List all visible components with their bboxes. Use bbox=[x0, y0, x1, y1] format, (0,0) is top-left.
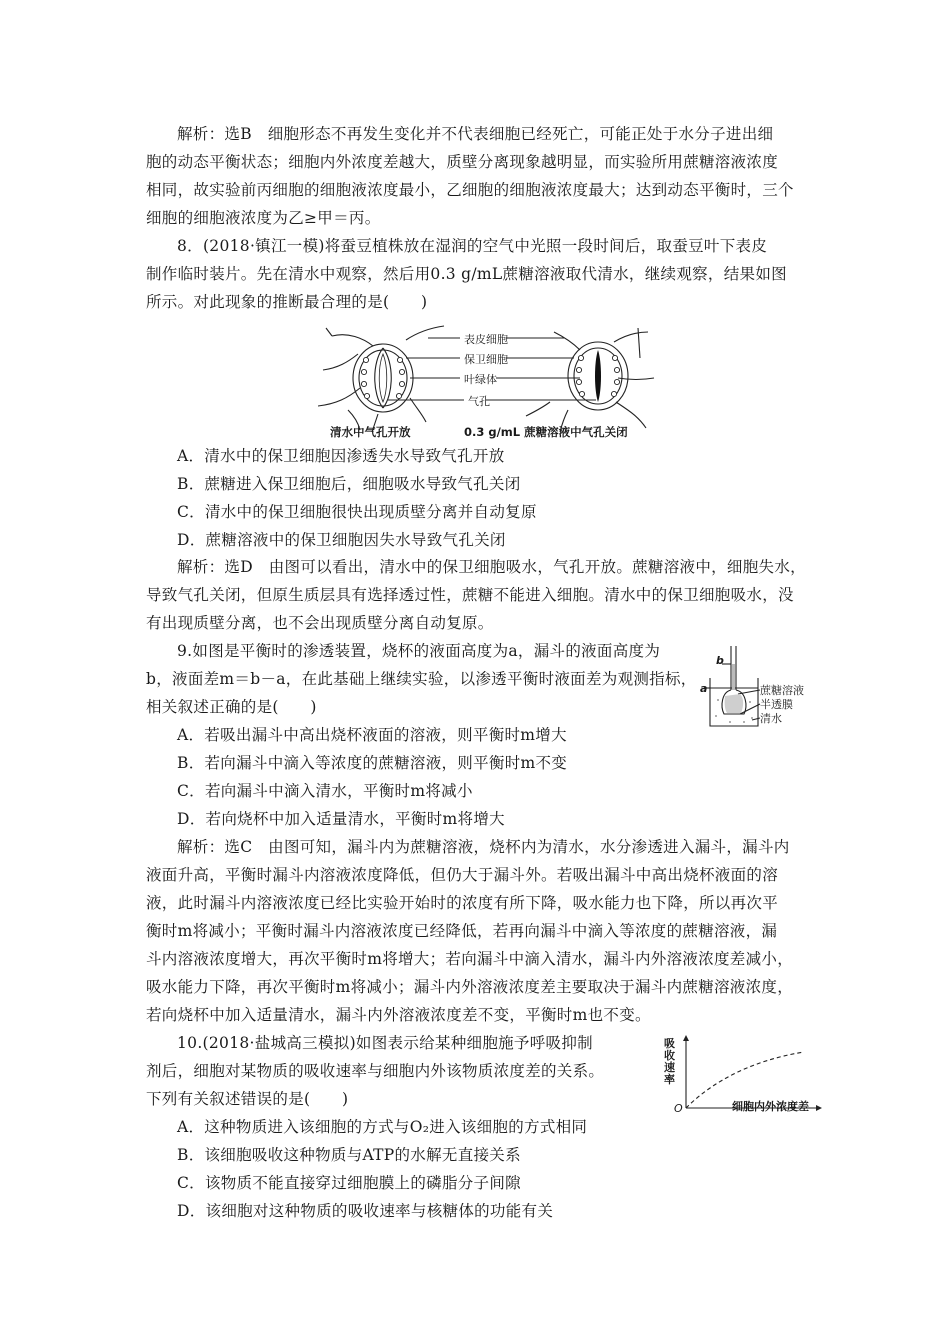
answer-7-line: 细胞的细胞液浓度为乙≥甲＝丙。 bbox=[146, 209, 381, 227]
osmosis-label-a: a bbox=[700, 682, 708, 695]
answer-7-line: 胞的动态平衡状态；细胞内外浓度差越大，质壁分离现象越明显，而实验所用蔗糖溶液浓度 bbox=[146, 153, 779, 171]
answer-9-line: 斗内溶液浓度增大，再次平衡时m将增大；若向漏斗中滴入清水，漏斗内外溶液浓度差减小， bbox=[146, 950, 794, 968]
answer-8-line: 导致气孔关闭，但原生质层具有选择透过性，蔗糖不能进入细胞。清水中的保卫细胞吸水，没 bbox=[146, 586, 794, 604]
option-10d: D．该细胞对这种物质的吸收速率与核糖体的功能有关 bbox=[177, 1202, 554, 1220]
question-10-stem: 剂后，细胞对某物质的吸收速率与细胞内外该物质浓度差的关系。 bbox=[146, 1062, 605, 1080]
stomata-figure bbox=[318, 318, 658, 444]
answer-9-line: 吸水能力下降，再次平衡时m将减小；漏斗内外溶液浓度差主要取决于漏斗内蔗糖溶液浓度， bbox=[146, 978, 794, 996]
graph-xlabel: 细胞内外浓度差 bbox=[732, 1100, 809, 1113]
graph-ylabel: 吸收速率 bbox=[664, 1037, 675, 1086]
stomata-label-guard-cell: 保卫细胞 bbox=[464, 353, 508, 366]
option-10b: B．该细胞吸收这种物质与ATP的水解无直接关系 bbox=[177, 1146, 521, 1164]
answer-9-line: 解析：选C 由图可知，漏斗内为蔗糖溶液，烧杯内为清水，水分渗透进入漏斗，漏斗内 bbox=[177, 838, 790, 856]
uptake-rate-graph bbox=[664, 1032, 826, 1116]
option-9a: A．若吸出漏斗中高出烧杯液面的溶液，则平衡时m增大 bbox=[177, 726, 567, 744]
answer-8-line: 有出现质壁分离，也不会出现质壁分离自动复原。 bbox=[146, 614, 494, 632]
answer-9-line: 衡时m将减小；平衡时漏斗内溶液浓度已经降低，若再向漏斗中滴入等浓度的蔗糖溶液，漏 bbox=[146, 922, 778, 940]
question-8-stem: 8．(2018·镇江一模)将蚕豆植株放在湿润的空气中光照一段时间后，取蚕豆叶下表皮 bbox=[177, 237, 768, 255]
option-9c: C．若向漏斗中滴入清水，平衡时m将减小 bbox=[177, 782, 473, 800]
option-10a: A．这种物质进入该细胞的方式与O₂进入该细胞的方式相同 bbox=[177, 1118, 588, 1136]
stomata-label-pore: 气孔 bbox=[468, 395, 490, 408]
osmosis-label-water: 清水 bbox=[760, 712, 782, 725]
answer-8-line: 解析：选D 由图可以看出，清水中的保卫细胞吸水，气孔开放。蔗糖溶液中，细胞失水， bbox=[177, 558, 806, 576]
option-8b: B．蔗糖进入保卫细胞后，细胞吸水导致气孔关闭 bbox=[177, 475, 521, 493]
answer-9-line: 液，此时漏斗内溶液浓度已经比实验开始时的浓度有所下降，吸水能力也下降，所以再次平 bbox=[146, 894, 779, 912]
question-9-stem: b，液面差m＝b－a，在此基础上继续实验，以渗透平衡时液面差为观测指标， bbox=[146, 670, 697, 688]
osmosis-label-sucrose: 蔗糖溶液 bbox=[760, 684, 804, 697]
answer-7-line: 相同，故实验前丙细胞的细胞液浓度最小，乙细胞的细胞液浓度最大；达到动态平衡时，三个 bbox=[146, 181, 794, 199]
osmosis-label-b: b bbox=[716, 654, 724, 667]
option-9b: B．若向漏斗中滴入等浓度的蔗糖溶液，则平衡时m不变 bbox=[177, 754, 568, 772]
option-9d: D．若向烧杯中加入适量清水，平衡时m将增大 bbox=[177, 810, 505, 828]
osmosis-figure bbox=[700, 640, 820, 730]
answer-9-line: 液面升高，平衡时漏斗内溶液浓度降低，但仍大于漏斗外。若吸出漏斗中高出烧杯液面的溶 bbox=[146, 866, 779, 884]
stomata-caption-sucrose: 0.3 g/mL 蔗糖溶液中气孔关闭 bbox=[464, 425, 628, 439]
answer-7-line: 解析：选B 细胞形态不再发生变化并不代表细胞已经死亡，可能正处于水分子进出细 bbox=[177, 125, 774, 143]
graph-origin: O bbox=[674, 1102, 683, 1115]
stomata-label-chloroplast: 叶绿体 bbox=[464, 373, 497, 386]
option-8d: D．蔗糖溶液中的保卫细胞因失水导致气孔关闭 bbox=[177, 531, 506, 549]
answer-9-line: 若向烧杯中加入适量清水，漏斗内外溶液浓度差不变，平衡时m也不变。 bbox=[146, 1006, 651, 1024]
option-8c: C．清水中的保卫细胞很快出现质壁分离并自动复原 bbox=[177, 503, 537, 521]
stomata-label-epidermis: 表皮细胞 bbox=[464, 333, 508, 346]
question-10-stem: 10.(2018·盐城高三模拟)如图表示给某种细胞施予呼吸抑制 bbox=[177, 1034, 593, 1052]
question-10-stem: 下列有关叙述错误的是( ) bbox=[146, 1090, 349, 1108]
question-8-stem: 制作临时装片。先在清水中观察，然后用0.3 g/mL蔗糖溶液取代清水，继续观察，结果如图 bbox=[146, 265, 787, 283]
osmosis-label-membrane: 半透膜 bbox=[760, 698, 793, 711]
stomata-caption-water: 清水中气孔开放 bbox=[330, 425, 411, 439]
question-9-stem: 相关叙述正确的是( ) bbox=[146, 698, 317, 716]
option-10c: C．该物质不能直接穿过细胞膜上的磷脂分子间隙 bbox=[177, 1174, 521, 1192]
option-8a: A．清水中的保卫细胞因渗透失水导致气孔开放 bbox=[177, 447, 505, 465]
question-9-stem: 9.如图是平衡时的渗透装置，烧杯的液面高度为a，漏斗的液面高度为 bbox=[177, 642, 661, 660]
question-8-stem: 所示。对此现象的推断最合理的是( ) bbox=[146, 293, 428, 311]
